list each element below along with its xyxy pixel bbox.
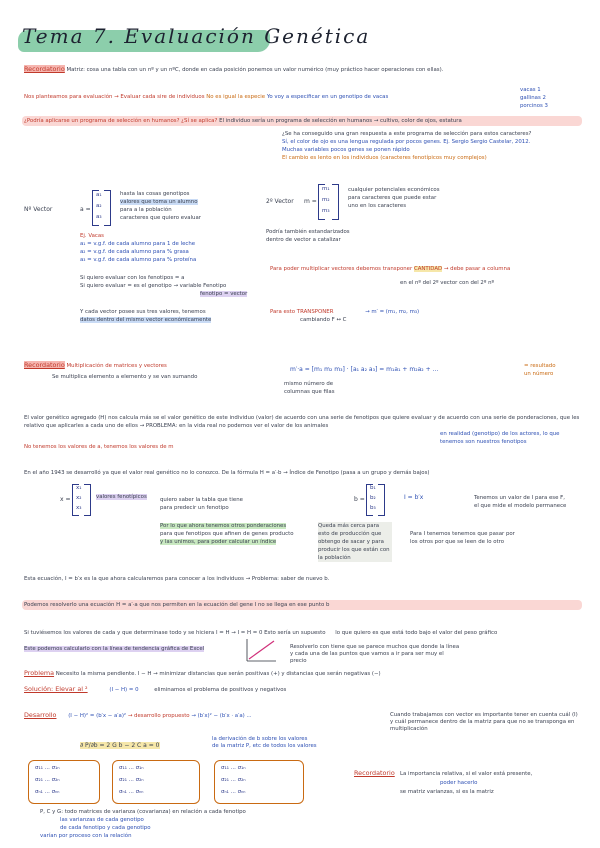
vector-1-item: a₃ — [96, 214, 102, 220]
x-vector-item: x₃ — [76, 505, 82, 511]
x-bracket-right — [84, 484, 91, 516]
evaluation-line: Nos planteamos para evaluación → Evaluar cada sire de individuos No es igual la especie Yo voy a especificar en un genotipo de vacas — [24, 94, 389, 100]
vector-1-notes: hasta las cosas genotipos valores que toma un alumno para a la población caracteres que quiero evaluar — [120, 191, 201, 221]
development-right: Cuando trabajamos con vector es importante tener en cuenta cuál (I) y cuál permanece dentro de la matriz para que no se transponga en multiplicación — [390, 712, 578, 732]
vector-2-extra: Podría también estandarizados dentro de vector a catalizar — [266, 229, 350, 243]
x-vector-note: quiero saber la tabla que tiene para predecir un fenotipo — [160, 497, 243, 511]
vector-1-item: a₁ — [96, 192, 102, 198]
question-details: ¿Se ha conseguido una gran respuesta a este programa de selección para estos caracteres? Sí, el color de ojo es una lengua regulada por pocos genes. Ej. Sergio Sergio Castelar, 2012. Muchas variables pocos genes se ponen rápido El cambio es lento en los individuos (caracteres fenotípicos muy complejos) — [282, 131, 532, 161]
trendline-sketch-icon — [244, 637, 278, 663]
green-notes: Por lo que ahora tenemos otros ponderaciones para que fenotipos que afinen de genes producto y las unimos, para poder calcular un índice — [160, 523, 294, 545]
paragraph-supuesto: Si tuviésemos los valores de cada y que determinase todo y se hiciera I = H → I = H = 0 Esto sería un supuesto lo que quiero es que está todo bajo el valor del peso gráfico — [24, 630, 498, 636]
paragraph-aggregate-right: en realidad (genotipo) de los actores, lo que tenemos son nuestros fenotipos — [440, 431, 560, 445]
recordatorio-1: Recordatorio Matriz: cosa una tabla con un nº y un nºC, donde en cada posición ponemos un valor numérico (muy práctico hacer operaciones con ellas). — [24, 65, 444, 73]
vector-color-notes: Y cada vector posee sus tres valores, tenemos datos dentro del mismo vector económicamente — [80, 309, 212, 323]
page-title: Tema 7. Evaluación Genética — [22, 24, 370, 48]
problem-line: Problema Necesito la misma pendiente. I − H → minimizar distancias que serán positivas (+) y distancias que serán negativas (−) — [24, 669, 381, 677]
b-vector-item: b₂ — [370, 495, 376, 501]
matrix-row: σₙ₁ ... σₙₙ — [119, 789, 144, 795]
multiply-right: en el nº del 2º vector con del 2º nº — [400, 280, 495, 286]
solution-line: Solución: Elevar al ² (I − H) = 0 eliminamos el problema de positivos y negativos — [24, 685, 287, 693]
grey-note: Queda más cerca para esto de producción que obtengo de sacar y para producir los que están con la población — [318, 522, 392, 562]
matrix-row: σ₁₁ ... σ₁ₙ — [119, 765, 144, 771]
question-line: ¿Podría aplicarse un programa de selección en humanos? ¿Sí se aplica? El individuo sería un programa de selección en humanos → cultivo, color de ojos, estatura — [24, 118, 462, 124]
vector-2-notes: cualquier potenciales económicos para caracteres que puede estar uno en los caracteres — [348, 187, 440, 209]
final-notes: P, C y G: todo matrices de varianza (covarianza) en relación a cada fenotipo las varianzas de cada genotipo de cada fenotipo y cada genotipo varían por proceso con la relación — [40, 809, 246, 839]
derivative-equation: ∂ P/∂b = 2 G b − 2 C a = 0 — [80, 742, 160, 749]
multiplication-result-note: = resultado un número — [524, 363, 556, 377]
vector-2-item: m₁ — [322, 186, 330, 192]
paragraph-aggregate: El valor genético agregado (H) nos calcula más se el valor genético de este individuo (valor) de acuerdo con una serie de fenotipos que quiere evaluar y de acuerdo con una serie de ponderaciones, que les relativo que aplicarles a cada uno de ellos → PROBLEMA: en la vida real no podemos ver el valor de los animales — [24, 415, 580, 429]
b-bracket-right — [378, 484, 385, 516]
vector-2-bracket-right — [332, 184, 339, 220]
matrix-row: σₙ₁ ... σₙₙ — [35, 789, 60, 795]
vector-2-label: 2º Vector — [266, 198, 294, 205]
recordatorio-2-sub: Se multiplica elemento a elemento y se van sumando — [52, 374, 198, 380]
vector-2-item: m₂ — [322, 197, 330, 203]
vector-2-symbol: m = — [304, 198, 317, 205]
example-cows: Ej. Vacas a₁ = v.g.f. de cada alumno para 1 de leche a₂ = v.g.f. de cada alumno para % grasa a₃ = v.g.f. de cada alumno para % proteína — [80, 233, 197, 263]
multiplication-notes: mismo número de columnas que filas — [284, 381, 335, 395]
x-vector-label: valores fenotípicos — [96, 494, 147, 500]
vector-1-item: a₂ — [96, 203, 102, 209]
example-notes: Si quiero evaluar con los fenotipos = a Si quiero evaluar = es el genotipo → variable Fenotipo fenotipo = vector — [80, 275, 248, 297]
vector-1-bracket-right — [104, 190, 111, 226]
matrix-row: σ₂₁ ... σ₂ₙ — [221, 777, 246, 783]
matrix-row: σ₂₁ ... σ₂ₙ — [35, 777, 60, 783]
right-note: Para I tenemos tenemos que pasar por los otros por que se leen de lo otro — [410, 531, 515, 545]
transpose-line: Para esto TRANSPONER → m′ = (m₁, m₂, m₃) cambiando F ↔ C — [270, 309, 420, 323]
b-vector-item: b₃ — [370, 505, 376, 511]
paragraph-trendline: Este podemos calcularlo con la línea de tendencia gráfica de Excel — [24, 646, 205, 652]
x-vector-item: x₂ — [76, 495, 82, 501]
recordatorio-2: Recordatorio Multiplicación de matrices y vectores — [24, 361, 167, 369]
x-vector-symbol: x = — [60, 496, 71, 503]
vector-1-label: Nº Vector — [24, 206, 53, 213]
paragraph-1943: En el año 1943 se desarrolló ya que el valor real genético no lo conozco. De la fórmula H = a′·b → Índice de Fenotipo (pasa a un grupo y demás bajos) — [24, 470, 430, 476]
recordatorio-3: Recordatorio — [354, 769, 395, 777]
b-vector-note: Tenemos un valor de I para ese F, el que mide el modelo permanece — [474, 495, 567, 509]
b-vector-symbol: b = — [354, 496, 365, 503]
paragraph-equation: Esta ecuación, I = b′x es la que ahora calcularemos para conocer a los individuos → Problema: saber de nuevo b. — [24, 576, 330, 582]
paragraph-red-note: No tenemos los valores de a, tenemos los valores de m — [24, 444, 174, 450]
matrix-c — [214, 760, 304, 804]
multiply-line: Para poder multiplicar vectores debemos transponer CANTIDAD → debe pasar a columna — [270, 266, 511, 272]
matrix-row: σ₁₁ ... σ₁ₙ — [35, 765, 60, 771]
matrix-row: σ₁₁ ... σ₁ₙ — [221, 765, 246, 771]
matrix-p — [28, 760, 100, 804]
development-line: Desarrollo (I − H)² = (b′x − a′a)² → desarrollo propuesto → (b′x)² − (b′x · a′a) ... — [24, 711, 252, 719]
paragraph-resolve: Podemos resolverlo una ecuación H = a′·a que nos permiten en la ecuación del gene I no se llega en ese punto b — [24, 602, 330, 608]
species-list: vacas 1 gallinas 2 porcinos 3 — [520, 87, 548, 109]
matrix-g — [112, 760, 200, 804]
x-vector-item: x₁ — [76, 485, 82, 491]
matrix-row: σₙ₁ ... σₙₙ — [221, 789, 246, 795]
index-equation: I = b′x — [404, 494, 424, 501]
matrix-row: σ₂₁ ... σ₂ₙ — [119, 777, 144, 783]
vector-1-symbol: a = — [80, 206, 91, 213]
b-vector-item: b₁ — [370, 485, 376, 491]
derivative-note: la derivación de b sobre los valores de la matriz P, etc de todos los valores — [212, 736, 317, 749]
recordatorio-3-lines: La importancia relativa, si el valor está presente, poder hacerlo se matriz varianzas, si es la matriz — [400, 771, 533, 795]
paragraph-trendline-right: Resolverlo con tiene que se parece muchos que donde la línea y cada una de las puntos que vamos a ir para ser muy el precio — [290, 644, 460, 664]
multiplication-equation: m′·a = [m₁ m₂ m₃] · [a₁ a₂ a₃] = m₁a₁ + m₂a₂ + ... — [290, 366, 439, 373]
vector-2-item: m₃ — [322, 208, 330, 214]
